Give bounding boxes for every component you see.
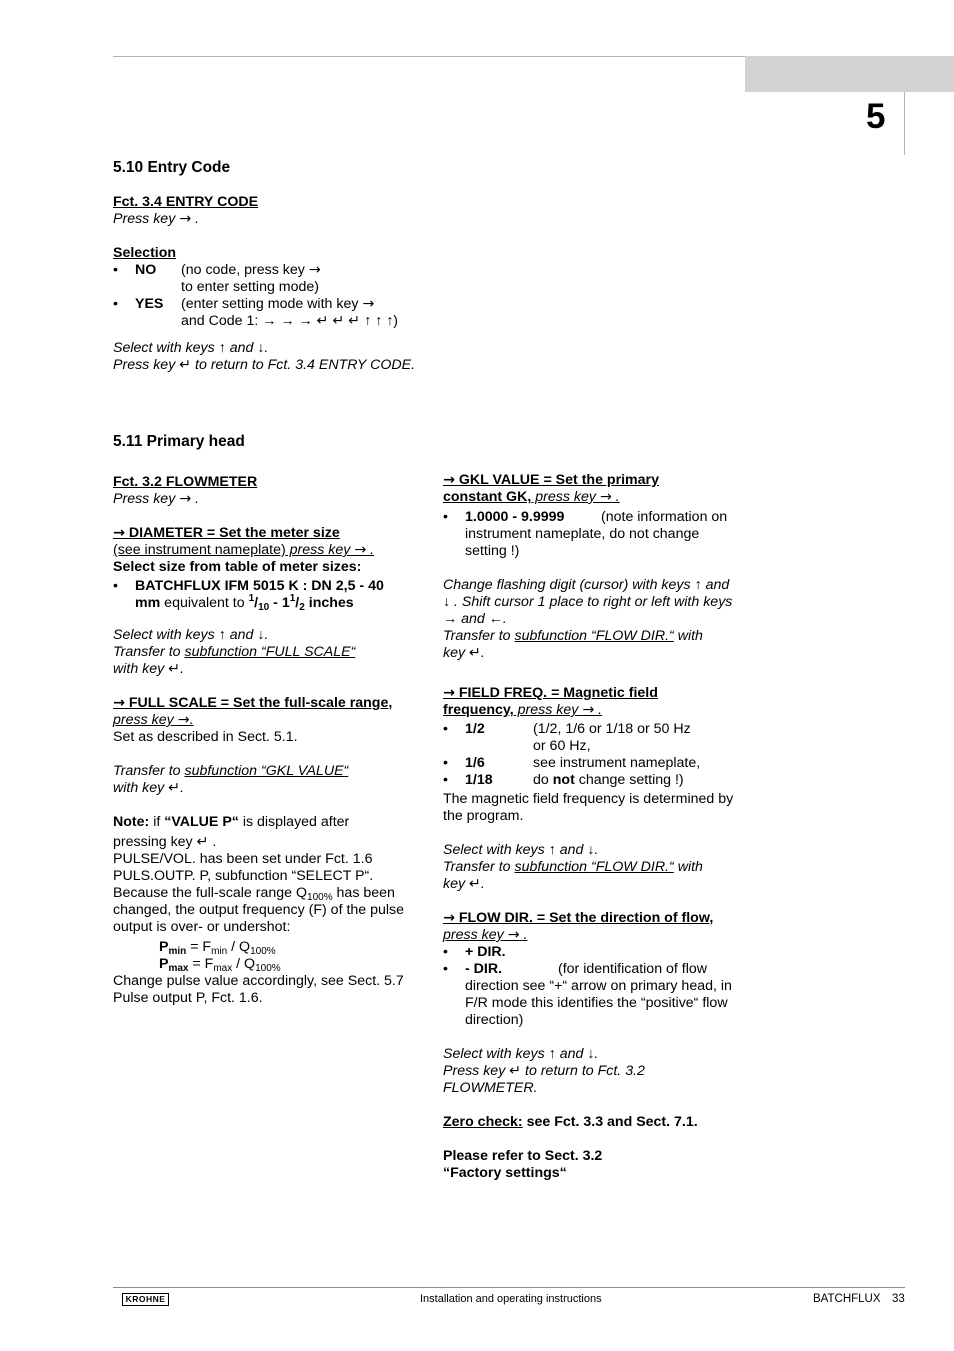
flash-line-3: → and ←.	[443, 611, 507, 627]
select-size-line: Select size from table of meter sizes:	[113, 559, 362, 575]
list-item: • YES (enter setting mode with key →	[113, 296, 375, 312]
footer-product: BATCHFLUX	[813, 1293, 881, 1305]
list-item: • 1/18 do not change setting !)	[443, 772, 684, 788]
right-arrow-icon: →	[362, 296, 375, 312]
select-keys-line: Select with keys ↑ and ↓.	[113, 340, 269, 356]
transfer-key-line: with key ↵.	[113, 780, 185, 796]
right-arrow-icon: →	[113, 695, 125, 711]
note-line-5: Because the full-scale range $Q_{100\%}$ has been	[113, 885, 395, 903]
flow-dir-heading: → FLOW DIR. = Set the direction of flow,	[443, 910, 714, 926]
note-line-3: PULSE/VOL. has been set under Fct. 1.6	[113, 851, 373, 867]
right-arrow-icon: →	[582, 702, 595, 718]
full-scale-press: press key →.	[113, 712, 194, 728]
return-line-2: FLOWMETER.	[443, 1080, 538, 1096]
field-freq-heading: → FIELD FREQ. = Magnetic field	[443, 685, 658, 701]
return-line: Press key ↵ to return to Fct. 3.4 ENTRY CODE.	[113, 357, 416, 373]
footer-rule	[113, 1287, 905, 1288]
return-line-1: Press key ↵ to return to Fct. 3.2	[443, 1063, 645, 1079]
selection-label: Selection	[113, 245, 177, 261]
section-5-11-heading: 5.11 Primary head	[113, 433, 245, 450]
fct-flowmeter: Fct. 3.2 FLOWMETER	[113, 474, 258, 490]
select-keys-line: Select with keys ↑ and ↓.	[113, 627, 269, 643]
transfer-line: Transfer to subfunction “FLOW DIR.“ with	[443, 859, 703, 875]
right-column	[443, 472, 753, 1182]
right-arrow-icon: →	[354, 542, 367, 558]
note-line-7: output is over- or undershot:	[113, 919, 291, 935]
right-arrow-icon: →	[443, 472, 455, 488]
no-line-2: to enter setting mode)	[181, 279, 320, 295]
transfer-key-line: key ↵.	[443, 645, 485, 661]
header-tab	[745, 56, 954, 92]
left-column	[113, 474, 418, 1007]
change-line-1: Change pulse value accordingly, see Sect. 5.7	[113, 973, 404, 989]
diameter-heading: → DIAMETER = Set the meter size	[113, 525, 340, 541]
transfer-line: Transfer to subfunction “FLOW DIR.“ with	[443, 628, 703, 644]
transfer-line: Transfer to subfunction “GKL VALUE“	[113, 763, 349, 779]
list-item: • 1/6 see instrument nameplate,	[443, 755, 701, 771]
list-item: • NO (no code, press key →	[113, 262, 321, 278]
full-scale-heading: → FULL SCALE = Set the full-scale range,	[113, 695, 393, 711]
transfer-key-line: with key ↵.	[113, 661, 185, 677]
page-number: 33	[892, 1293, 905, 1305]
yes-line-2: and Code 1: → → → ↵ ↵ ↵ ↑ ↑ ↑)	[181, 313, 399, 329]
freq-line-2: or 60 Hz,	[533, 738, 591, 754]
transfer-key-line: key ↵.	[443, 876, 485, 892]
diameter-sub: (see instrument nameplate) press key → .	[113, 542, 375, 558]
right-arrow-icon: →	[113, 525, 125, 541]
section-5-10-body	[113, 194, 453, 374]
zero-check-line: Zero check: see Fct. 3.3 and Sect. 7.1.	[443, 1114, 698, 1130]
right-arrow-icon: →	[308, 262, 321, 278]
list-item: • + DIR.	[443, 944, 506, 960]
list-item: • 1/2 (1/2, 1/6 or 1/18 or 50 Hz	[443, 721, 691, 737]
press-key-line: Press key → .	[113, 211, 200, 227]
flash-line-2: ↓ . Shift cursor 1 place to right or left with keys	[443, 594, 733, 610]
gkl-heading-2: constant GK, press key → .	[443, 489, 620, 505]
select-keys-line: Select with keys ↑ and ↓.	[443, 1046, 599, 1062]
right-arrow-icon: →	[177, 712, 190, 728]
select-keys-line: Select with keys ↑ and ↓.	[443, 842, 599, 858]
flow-dir-press: press key → .	[443, 927, 528, 943]
krohne-logo: KROHNE	[122, 1293, 169, 1306]
note-line-6: changed, the output frequency (F) of the pulse	[113, 902, 405, 918]
right-arrow-icon: →	[179, 491, 192, 507]
flash-line-1: Change flashing digit (cursor) with keys ↑ and	[443, 577, 730, 593]
list-item: • - DIR. (for identification of flow direction see “+“ arrow on primary head, in F/R mode this identifies the “positive“ flow direction)	[443, 961, 732, 1028]
press-key-line: Press key → .	[113, 491, 200, 507]
change-line-2: Pulse output P, Fct. 1.6.	[113, 990, 263, 1006]
field-det-1: The magnetic field frequency is determined by	[443, 791, 734, 807]
refer-line-2: “Factory settings“	[443, 1165, 567, 1181]
right-arrow-icon: →	[443, 910, 455, 926]
note-line-4: PULS.OUTP. P, subfunction “SELECT P“.	[113, 868, 374, 884]
transfer-line: Transfer to subfunction “FULL SCALE“	[113, 644, 356, 660]
note-line: Note: if “VALUE P“ is displayed after	[113, 814, 350, 830]
formula-pmax: $P_{max} = F_{max} / Q_{100\%}$	[159, 956, 281, 974]
right-arrow-icon: →	[599, 489, 612, 505]
gkl-heading: → GKL VALUE = Set the primary	[443, 472, 659, 488]
right-arrow-icon: →	[179, 211, 192, 227]
list-item: • 1.0000 - 9.9999 (note information on instrument nameplate, do not change setting !)	[443, 509, 728, 559]
fct-entry-code: Fct. 3.4 ENTRY CODE	[113, 194, 259, 210]
formula-pmin: $P_{min} = F_{min} / Q_{100\%}$	[159, 939, 276, 957]
chapter-number: 5	[866, 97, 886, 136]
right-arrow-icon: →	[507, 927, 520, 943]
footer-title: Installation and operating instructions	[420, 1293, 602, 1305]
field-det-2: the program.	[443, 808, 524, 824]
full-scale-set: Set as described in Sect. 5.1.	[113, 729, 298, 745]
chapter-divider	[904, 92, 905, 155]
field-freq-heading-2: frequency, press key → .	[443, 702, 603, 718]
list-item: • BATCHFLUX IFM 5015 K : DN 2,5 - 40 mm equivalent to $^1/_{10} - 1^1/_2$ inches	[113, 578, 384, 613]
section-5-10-heading: 5.10 Entry Code	[113, 159, 231, 176]
refer-line-1: Please refer to Sect. 3.2	[443, 1148, 603, 1164]
right-arrow-icon: →	[443, 685, 455, 701]
note-line-2: pressing key ↵ .	[113, 834, 217, 850]
